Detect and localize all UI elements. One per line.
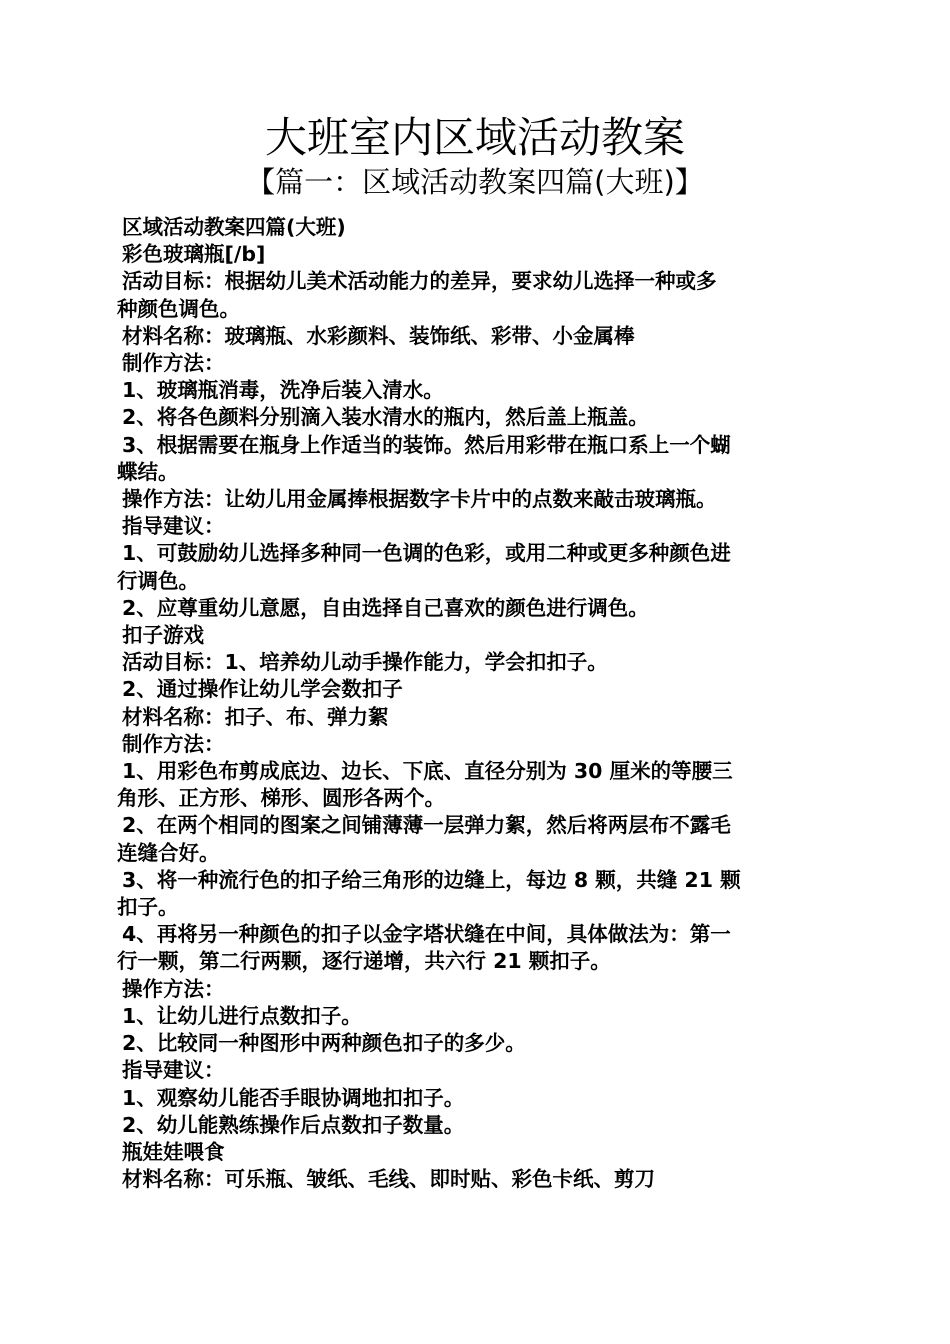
- text-line: 瓶娃娃喂食: [122, 1139, 225, 1164]
- text-line: 活动目标：根据幼儿美术活动能力的差异，要求幼儿选择一种或多: [122, 269, 717, 294]
- text-line: 指导建议：: [122, 1058, 225, 1083]
- text-line: 制作方法：: [122, 731, 225, 756]
- text-line: 2、通过操作让幼儿学会数扣子: [122, 677, 403, 702]
- text-line: 种颜色调色。: [117, 296, 240, 321]
- document-body: [117, 214, 835, 1193]
- text-line: 1、用彩色布剪成底边、边长、下底、直径分别为 30 厘米的等腰三: [122, 759, 733, 784]
- text-line: 1、让幼儿进行点数扣子。: [122, 1003, 362, 1028]
- text-line: 操作方法：: [122, 976, 225, 1001]
- text-line: 活动目标：1、培养幼儿动手操作能力，学会扣扣子。: [122, 650, 608, 675]
- text-line: 2、应尊重幼儿意愿，自由选择自己喜欢的颜色进行调色。: [122, 595, 649, 620]
- text-line: 彩色玻璃瓶[/b]: [122, 242, 266, 267]
- text-line: 3、将一种流行色的扣子给三角形的边缝上，每边 8 颗，共缝 21 颗: [122, 867, 741, 892]
- text-line: 蝶结。: [117, 459, 179, 484]
- text-line: 1、观察幼儿能否手眼协调地扣扣子。: [122, 1085, 465, 1110]
- text-line: 材料名称：玻璃瓶、水彩颜料、装饰纸、彩带、小金属棒: [122, 323, 635, 348]
- text-line: 1、玻璃瓶消毒，洗净后装入清水。: [122, 378, 444, 403]
- text-line: 2、在两个相同的图案之间铺薄薄一层弹力絮，然后将两层布不露毛: [122, 813, 731, 838]
- text-line: 操作方法：让幼儿用金属捧根据数字卡片中的点数来敲击玻璃瓶。: [122, 487, 717, 512]
- text-line: 指导建议：: [122, 514, 225, 539]
- text-line: 4、再将另一种颜色的扣子以金字塔状缝在中间，具体做法为：第一: [122, 922, 731, 947]
- text-line: 2、比较同一种图形中两种颜色扣子的多少。: [122, 1031, 526, 1056]
- text-line: 2、将各色颜料分别滴入装水清水的瓶内，然后盖上瓶盖。: [122, 405, 649, 430]
- text-line: 材料名称：可乐瓶、皱纸、毛线、即时贴、彩色卡纸、剪刀: [122, 1167, 655, 1192]
- text-line: 行调色。: [117, 568, 199, 593]
- text-line: 材料名称：扣子、布、弹力絮: [122, 704, 389, 729]
- text-line: 扣子游戏: [122, 623, 204, 648]
- text-line: 2、幼儿能熟练操作后点数扣子数量。: [122, 1112, 465, 1137]
- document-subtitle: 【篇一：区域活动教案四篇(大班)】: [246, 165, 704, 199]
- document-title: 大班室内区域活动教案: [264, 113, 685, 162]
- text-line: 连缝合好。: [117, 840, 220, 865]
- text-line: 扣子。: [117, 895, 179, 920]
- text-line: 3、根据需要在瓶身上作适当的装饰。然后用彩带在瓶口系上一个蝴: [122, 432, 731, 457]
- text-line: 行一颗，第二行两颗，逐行递增，共六行 21 颗扣子。: [117, 949, 611, 974]
- text-line: 1、可鼓励幼儿选择多种同一色调的色彩，或用二种或更多种颜色进: [122, 541, 731, 566]
- text-line: 制作方法：: [122, 351, 225, 376]
- text-line: 区域活动教案四篇(大班): [122, 215, 346, 239]
- text-line: 角形、正方形、梯形、圆形各两个。: [117, 786, 445, 811]
